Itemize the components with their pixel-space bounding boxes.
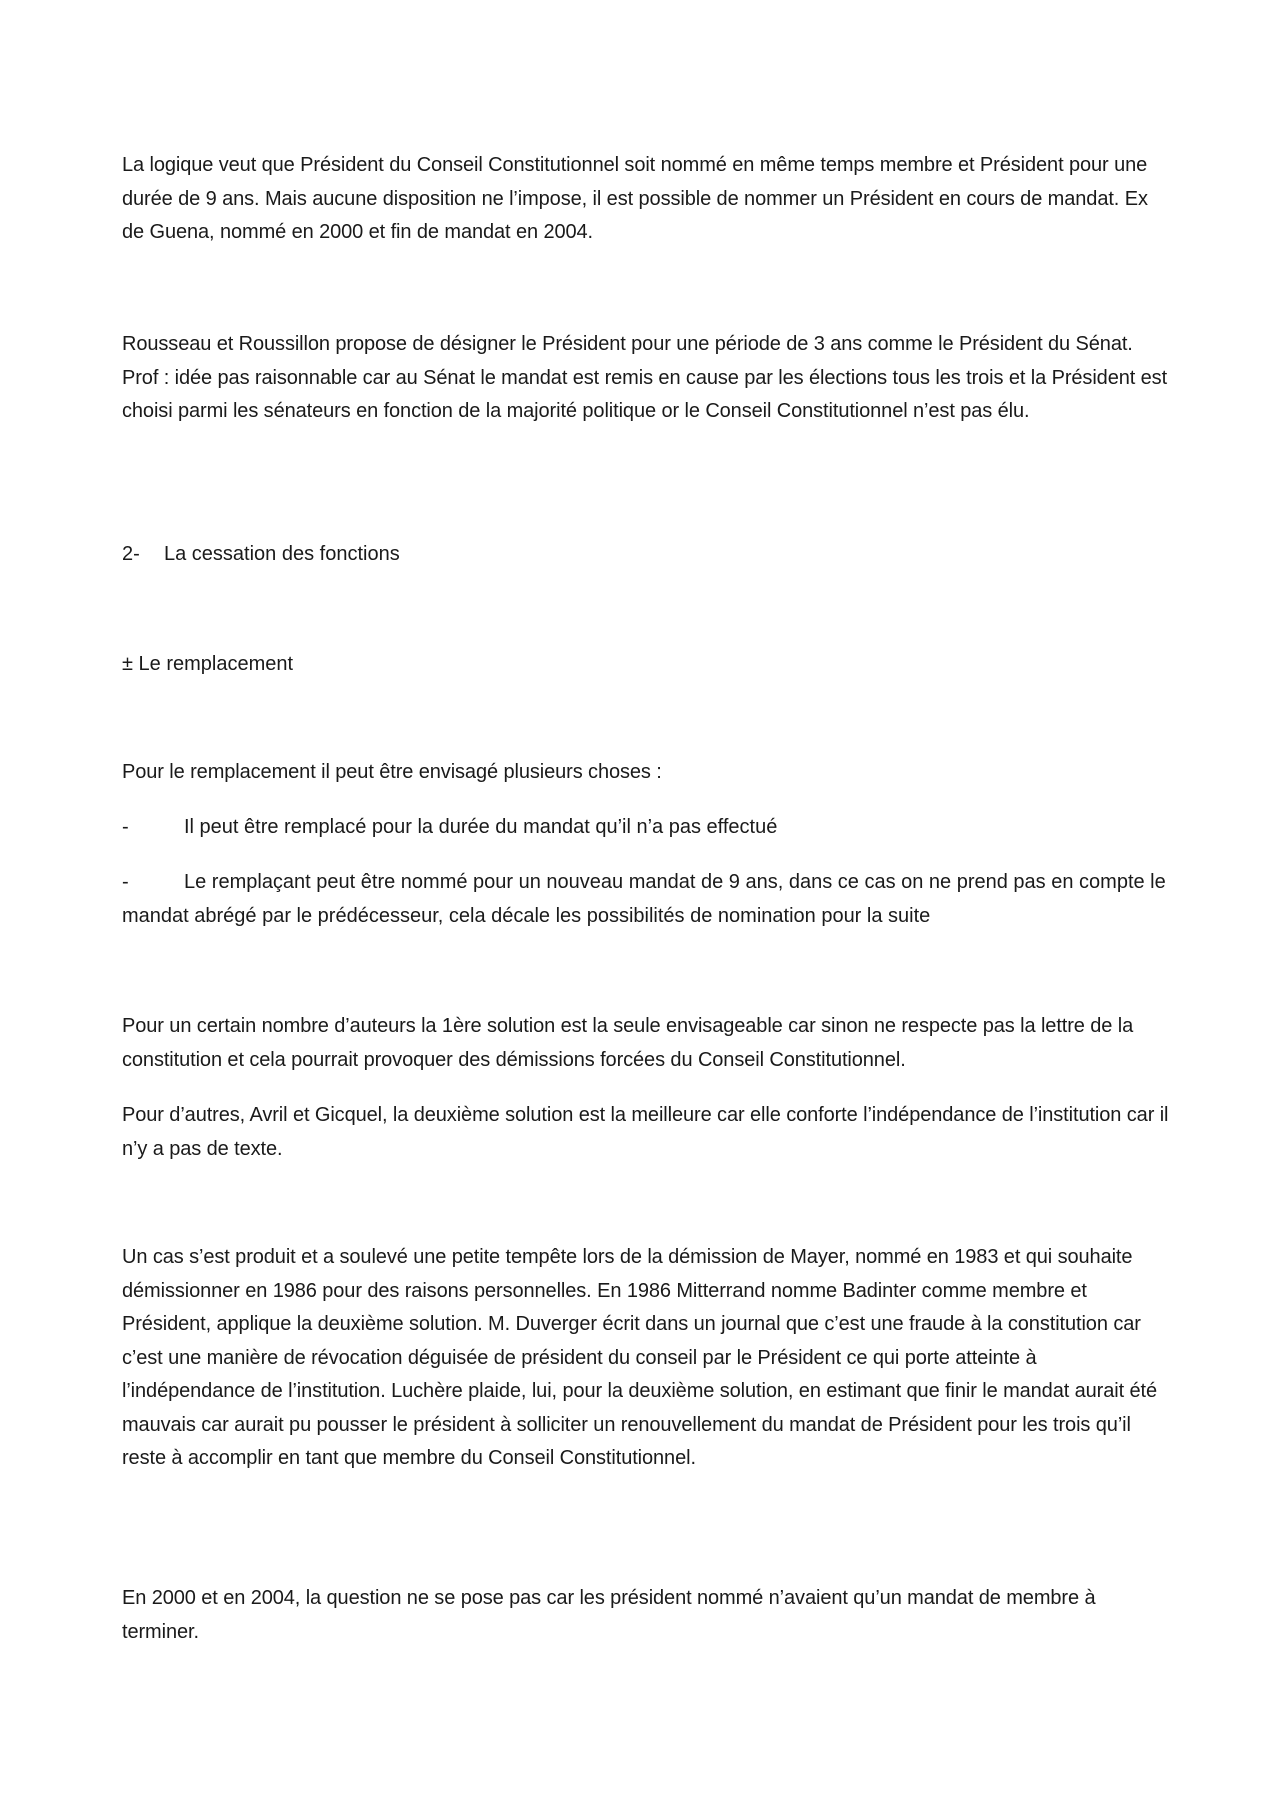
paragraph-rousseau-roussillon: Rousseau et Roussillon propose de désigner le Président pour une période de 3 ans comme le Président du Sénat. Prof : idée pas raisonnable car au Sénat le mandat est remis en cause par les élections tous les trois et la Président est choisi parmi les sénateurs en fonction de la majorité politique or le Conseil Constitutionnel n’est pas élu.	[122, 333, 1168, 422]
paragraph-2000-2004: En 2000 et en 2004, la question ne se pose pas car les président nommé n’avaient qu’un mandat de membre à terminer.	[122, 1587, 1096, 1643]
section-heading	[122, 538, 400, 572]
list-dash: -	[122, 816, 129, 838]
paragraph-second-solution: Pour d’autres, Avril et Gicquel, la deuxième solution est la meilleure car elle conforte l’indépendance de l’institution car il n’y a pas de texte.	[122, 1104, 1169, 1160]
section-title: La cessation des fonctions	[164, 543, 400, 565]
subsection-heading: ± Le remplacement	[122, 653, 294, 675]
paragraph-president-nomination: La logique veut que Président du Conseil Constitutionnel soit nommé en même temps membre et Président pour une durée de 9 ans. Mais aucune disposition ne l’impose, il est possible de nommer un Président en cours de mandat. Ex de Guena, nommé en 2000 et fin de mandat en 2004.	[122, 154, 1148, 243]
list-item-text: Le remplaçant peut être nommé pour un nouveau mandat de 9 ans, dans ce cas on ne prend pas en compte le mandat abrégé par le prédécesseur, cela décale les possibilités de nomination pour la suite	[122, 871, 1166, 927]
list-dash: -	[122, 871, 129, 893]
list-item-text: Il peut être remplacé pour la durée du mandat qu’il n’a pas effectué	[184, 816, 778, 838]
list-item	[122, 811, 1172, 845]
section-number: 2-	[122, 543, 140, 565]
paragraph-replacement-intro: Pour le remplacement il peut être envisagé plusieurs choses :	[122, 761, 662, 783]
list-item	[122, 866, 1172, 933]
paragraph-mayer-case: Un cas s’est produit et a soulevé une petite tempête lors de la démission de Mayer, nommé en 1983 et qui souhaite démissionner en 1986 pour des raisons personnelles. En 1986 Mitterrand nomme Badinter comme membre et Président, applique la deuxième solution. M. Duverger écrit dans un journal que c’est une fraude à la constitution car c’est une manière de révocation déguisée de président du conseil par le Président ce qui porte atteinte à l’indépendance de l’institution. Luchère plaide, lui, pour la deuxième solution, en estimant que finir le mandat aurait été mauvais car aurait pu pousser le président à solliciter un renouvellement du mandat de Président pour les trois qu’il reste à accomplir en tant que membre du Conseil Constitutionnel.	[122, 1246, 1158, 1469]
paragraph-first-solution: Pour un certain nombre d’auteurs la 1ère solution est la seule envisageable car sinon ne respecte pas la lettre de la constitution et cela pourrait provoquer des démissions forcées du Conseil Constitutionnel.	[122, 1015, 1134, 1071]
